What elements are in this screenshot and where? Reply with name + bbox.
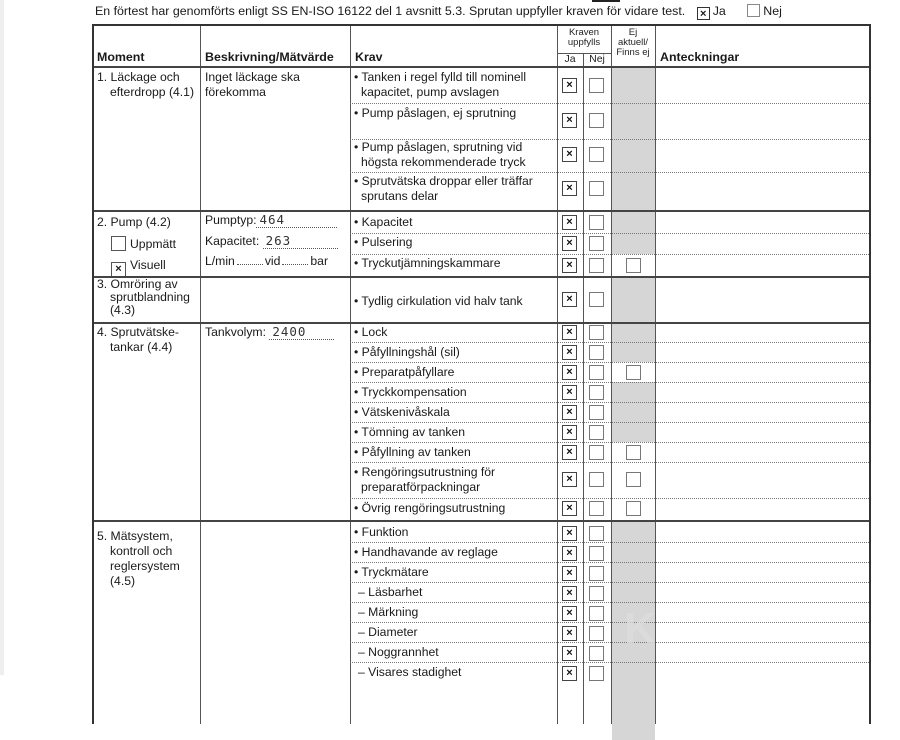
- ja-checkbox[interactable]: ×: [562, 258, 577, 273]
- ja-checkbox[interactable]: ×: [562, 181, 577, 196]
- row-divider: [350, 422, 869, 423]
- krav-row: • Pump påslagen, ej sprutning: [354, 106, 517, 120]
- krav-subrow: – Märkning: [358, 605, 419, 619]
- nej-checkbox[interactable]: [589, 236, 604, 251]
- row-divider: [350, 342, 869, 343]
- ja-checkbox[interactable]: ×: [562, 385, 577, 400]
- nej-checkbox[interactable]: [589, 215, 604, 230]
- ja-checkbox[interactable]: ×: [562, 566, 577, 581]
- nej-checkbox[interactable]: [589, 425, 604, 440]
- ej-aktuell-checkbox[interactable]: [626, 258, 641, 273]
- row-divider: [350, 254, 869, 255]
- ja-checkbox[interactable]: ×: [562, 325, 577, 340]
- col-header-ja: Ja: [564, 53, 576, 65]
- ej-aktuell-shade: [612, 520, 655, 740]
- ja-checkbox[interactable]: ×: [562, 546, 577, 561]
- row-divider: [350, 662, 869, 663]
- col-divider: [611, 26, 612, 724]
- row-divider: [350, 498, 869, 499]
- col-header-anteckningar: Anteckningar: [660, 50, 740, 64]
- ja-checkbox[interactable]: ×: [562, 78, 577, 93]
- ej-aktuell-shade: [612, 382, 655, 442]
- krav-row: • Pulsering: [354, 235, 413, 249]
- col-header-kraven-uppfylls: Kraven uppfylls: [567, 27, 601, 48]
- col-header-ej-aktuell: Ej aktuell/ Finns ej: [616, 27, 650, 58]
- flow-pressure-field: L/min vid bar: [205, 254, 329, 268]
- moment-2: 2. Pump (4.2) Uppmätt × Visuell: [97, 215, 177, 275]
- ja-checkbox[interactable]: ×: [562, 345, 577, 360]
- ja-checkbox[interactable]: ×: [562, 666, 577, 681]
- krav-subrow: – Läsbarhet: [358, 585, 423, 599]
- page-gutter: [0, 0, 4, 675]
- row-divider: [350, 462, 869, 463]
- col-header-beskrivning: Beskrivning/Mätvärde: [205, 50, 334, 64]
- moment-1: 1. Läckage och efterdropp (4.1): [97, 70, 195, 99]
- row-divider: [350, 622, 869, 623]
- header-bottom-line: [94, 66, 869, 68]
- row-divider: [350, 642, 869, 643]
- ja-checkbox[interactable]: ×: [562, 501, 577, 516]
- nej-checkbox[interactable]: [589, 147, 604, 162]
- krav-row: • Tryckutjämningskammare: [354, 256, 501, 270]
- nej-checkbox[interactable]: [589, 526, 604, 541]
- beskrivning-2: [205, 212, 347, 269]
- nej-checkbox[interactable]: [589, 646, 604, 661]
- krav-subrow: – Visares stadighet: [358, 665, 462, 679]
- nej-checkbox[interactable]: [589, 385, 604, 400]
- pretest-text: En förtest har genomförts enligt SS EN-ISO 16122 del 1 avsnitt 5.3. Sprutan uppfyller kraven för vidare test.: [95, 4, 686, 18]
- pretest-nej-checkbox[interactable]: [747, 4, 760, 17]
- section-divider: [94, 276, 869, 278]
- nej-checkbox[interactable]: [589, 666, 604, 681]
- pumptyp-field: Pumptyp: 464: [205, 212, 347, 228]
- row-divider: [350, 382, 869, 383]
- ej-aktuell-checkbox[interactable]: [626, 501, 641, 516]
- row-divider: [350, 362, 869, 363]
- nej-checkbox[interactable]: [589, 292, 604, 307]
- krav-row: • Påfyllning av tanken: [354, 445, 471, 459]
- krav-row: • Vätskenivåskala: [354, 405, 450, 419]
- nej-checkbox[interactable]: [589, 365, 604, 380]
- row-divider: [350, 542, 869, 543]
- ja-checkbox[interactable]: ×: [562, 365, 577, 380]
- krav-row: • Tömning av tanken: [354, 425, 466, 439]
- krav-subrow: – Diameter: [358, 625, 418, 639]
- nej-checkbox[interactable]: [589, 78, 604, 93]
- col-divider: [350, 26, 351, 724]
- krav-row: • Lock: [354, 325, 388, 339]
- row-divider: [350, 103, 869, 104]
- nej-checkbox[interactable]: [589, 626, 604, 641]
- pretest-nej-label: Nej: [763, 4, 782, 18]
- kapacitet-field: Kapacitet: 263: [205, 233, 347, 249]
- row-divider: [350, 562, 869, 563]
- krav-subrow: – Noggrannhet: [358, 645, 439, 659]
- kapacitet-value[interactable]: 263: [263, 233, 338, 249]
- nej-checkbox[interactable]: [589, 113, 604, 128]
- visuell-option: × Visuell: [97, 258, 176, 277]
- nej-checkbox[interactable]: [589, 586, 604, 601]
- krav-row: • Sprutvätska droppar eller träffar sprutans delar: [354, 174, 533, 203]
- ja-checkbox[interactable]: ×: [562, 292, 577, 307]
- krav-row: • Övrig rengöringsutrustning: [354, 501, 506, 515]
- nej-checkbox[interactable]: [589, 258, 604, 273]
- krav-row: • Kapacitet: [354, 215, 413, 229]
- uppmatt-option: Uppmätt: [97, 236, 176, 252]
- nej-checkbox[interactable]: [589, 345, 604, 360]
- nej-checkbox[interactable]: [589, 501, 604, 516]
- col-divider: [583, 53, 584, 724]
- krav-row: • Preparatpåfyllare: [354, 365, 455, 379]
- ja-checkbox[interactable]: ×: [562, 425, 577, 440]
- row-divider: [350, 582, 869, 583]
- pretest-statement: [95, 4, 782, 20]
- nej-checkbox[interactable]: [589, 181, 604, 196]
- ej-aktuell-shade: [612, 276, 655, 362]
- nej-checkbox[interactable]: [589, 325, 604, 340]
- top-edge-mark: [592, 0, 620, 2]
- nej-checkbox[interactable]: [589, 546, 604, 561]
- ja-checkbox[interactable]: ×: [562, 526, 577, 541]
- ja-checkbox[interactable]: ×: [562, 215, 577, 230]
- ja-checkbox[interactable]: ×: [562, 646, 577, 661]
- row-divider: [350, 602, 869, 603]
- moment-4: 4. Sprutvätske- tankar (4.4): [97, 325, 179, 354]
- col-header-moment: Moment: [97, 50, 145, 64]
- moment-3: 3. Omröring av sprutblandning (4.3): [97, 277, 190, 317]
- row-divider: [350, 442, 869, 443]
- ej-aktuell-checkbox[interactable]: [626, 365, 641, 380]
- ja-checkbox[interactable]: ×: [562, 405, 577, 420]
- ja-checkbox[interactable]: ×: [562, 113, 577, 128]
- ej-aktuell-shade: [612, 210, 655, 254]
- nej-checkbox[interactable]: [589, 445, 604, 460]
- visuell-checkbox[interactable]: ×: [111, 262, 126, 277]
- beskrivning-1: Inget läckage ska förekomma: [205, 70, 300, 99]
- nej-checkbox[interactable]: [589, 606, 604, 621]
- pretest-ja-label: Ja: [712, 4, 726, 18]
- pretest-ja-checkbox[interactable]: ×: [697, 7, 710, 20]
- col-divider: [655, 26, 656, 724]
- krav-row: • Funktion: [354, 525, 409, 539]
- krav-row: • Tydlig cirkulation vid halv tank: [354, 294, 523, 308]
- nej-checkbox[interactable]: [589, 566, 604, 581]
- inspection-table: [92, 24, 871, 724]
- row-divider: [350, 233, 869, 234]
- ej-aktuell-checkbox[interactable]: [626, 472, 641, 487]
- bar-blank[interactable]: [282, 264, 308, 265]
- moment-5: 5. Mätsystem, kontroll och reglersystem (4.5): [97, 529, 180, 588]
- ej-aktuell-checkbox[interactable]: [626, 445, 641, 460]
- krav-row: • Handhavande av reglage: [354, 545, 498, 559]
- beskrivning-4: Tankvolym: 2400: [205, 324, 334, 340]
- krav-row: • Påfyllningshål (sil): [354, 345, 460, 359]
- ja-checkbox[interactable]: ×: [562, 445, 577, 460]
- col-header-krav: Krav: [355, 50, 383, 64]
- col-header-nej: Nej: [589, 53, 605, 65]
- ja-checkbox[interactable]: ×: [562, 472, 577, 487]
- nej-checkbox[interactable]: [589, 472, 604, 487]
- pumptyp-value[interactable]: 464: [256, 212, 337, 228]
- uppmatt-checkbox[interactable]: [111, 236, 126, 251]
- krav-row: • Tanken i regel fylld till nominell kapacitet, pump avslagen: [354, 70, 527, 99]
- ja-checkbox[interactable]: ×: [562, 606, 577, 621]
- ja-checkbox[interactable]: ×: [562, 236, 577, 251]
- tankvolym-value[interactable]: 2400: [269, 324, 334, 340]
- nej-checkbox[interactable]: [589, 405, 604, 420]
- col-divider: [200, 26, 201, 724]
- row-divider: [350, 172, 869, 173]
- krav-row: • Tryckkompensation: [354, 385, 467, 399]
- ja-checkbox[interactable]: ×: [562, 147, 577, 162]
- krav-row: • Pump påslagen, sprutning vid högsta rekommenderade tryck: [354, 140, 526, 169]
- krav-row: • Tryckmätare: [354, 565, 429, 579]
- row-divider: [350, 402, 869, 403]
- col-divider: [557, 26, 558, 724]
- watermark-logo: K: [624, 604, 660, 653]
- ja-checkbox[interactable]: ×: [562, 626, 577, 641]
- section-divider: [94, 520, 869, 522]
- krav-row: • Rengöringsutrustning för preparatförpackningar: [354, 465, 496, 494]
- lmin-blank[interactable]: [237, 264, 263, 265]
- ja-checkbox[interactable]: ×: [562, 586, 577, 601]
